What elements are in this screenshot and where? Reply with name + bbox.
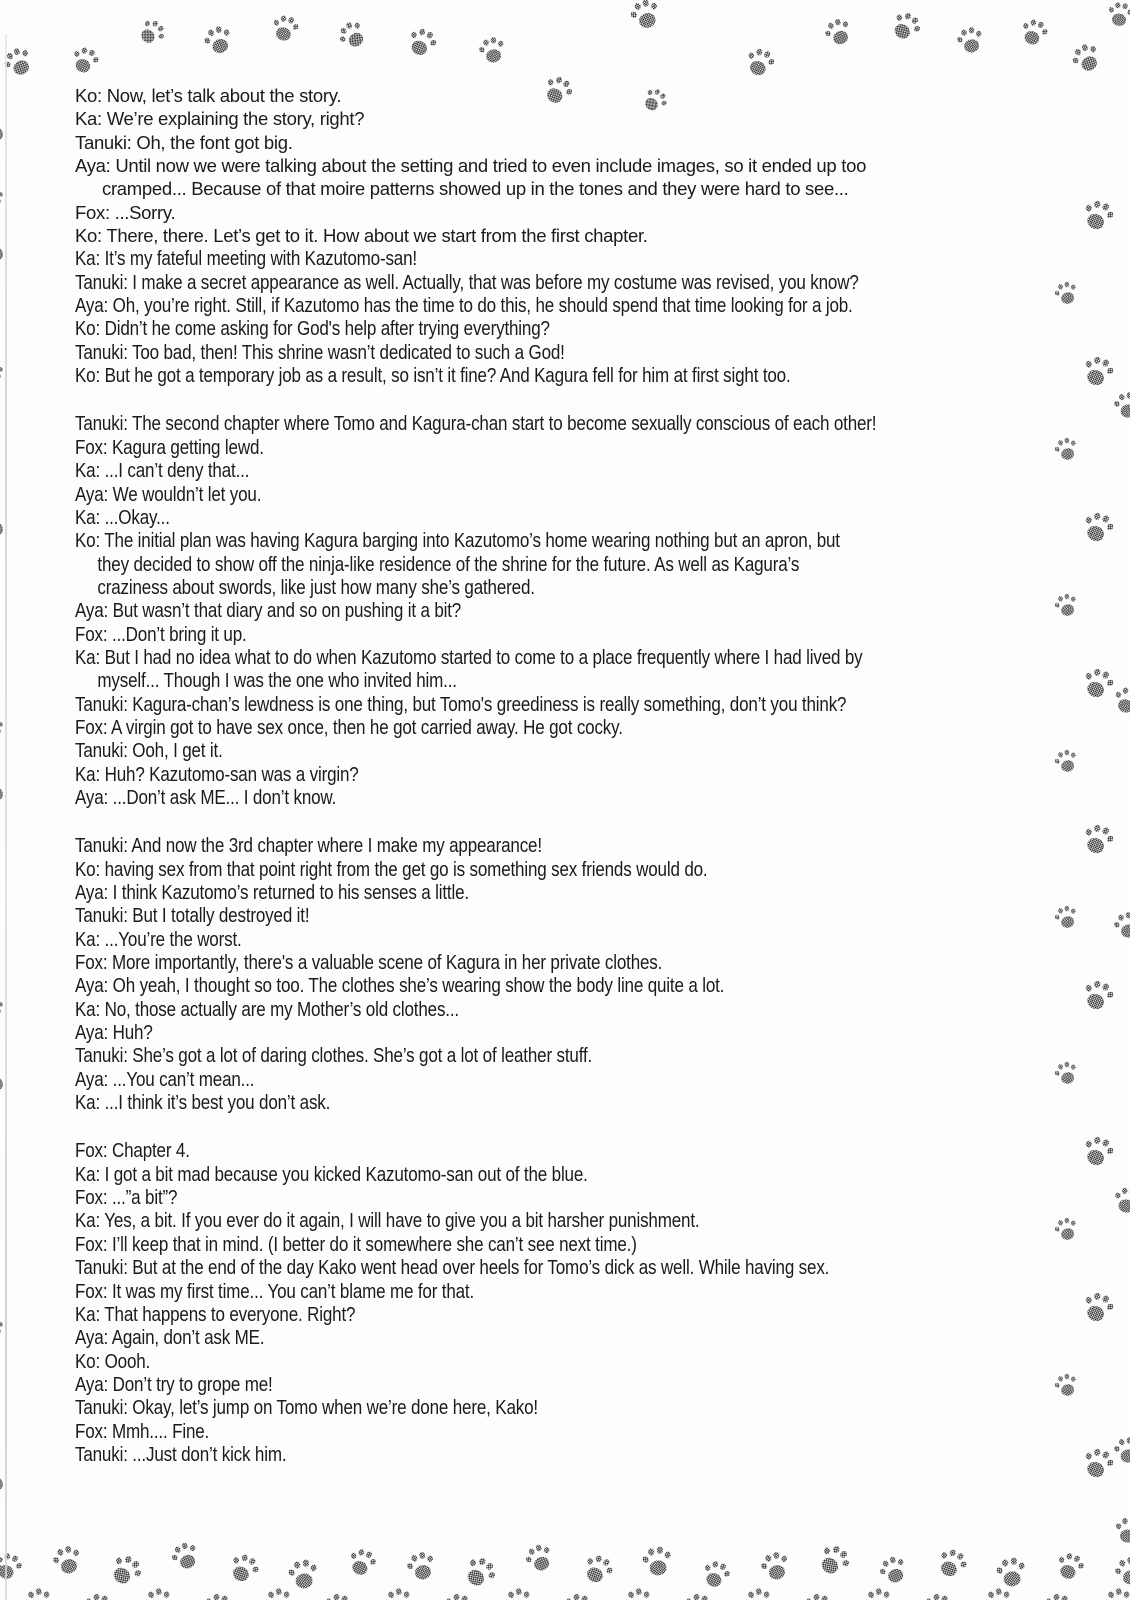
- dialogue-line: Fox: Mmh.... Fine.: [75, 1419, 210, 1443]
- dialogue-line: Aya: But wasn’t that diary and so on pushing it a bit?: [75, 599, 462, 623]
- paw-print-icon: [345, 1545, 380, 1579]
- dialogue-line: Ko: Didn’t he come asking for God's help after trying everything?: [75, 317, 550, 341]
- dialogue-line: Aya: Huh?: [75, 1021, 153, 1045]
- dialogue-line: Aya: I think Kazutomo’s returned to his senses a little.: [75, 881, 469, 904]
- dialogue-line: Aya: ...You can’t mean...: [75, 1067, 255, 1091]
- dialogue-paragraph: [75, 834, 1041, 1114]
- dialogue-line: Ka: Yes, a bit. If you ever do it again, I will have to give you a bit harsher punishment.: [75, 1209, 700, 1233]
- dialogue-line: Tanuki: I make a secret appearance as well. Actually, that was before my costume was revised, you know?: [75, 270, 859, 294]
- dialogue-line: Ko: having sex from that point right from the get go is something sex friends would do.: [75, 857, 708, 881]
- dialogue-line: Tanuki: Okay, let’s jump on Tomo when we’re done here, Kako!: [75, 1396, 538, 1420]
- paw-print-icon: [1079, 664, 1118, 701]
- paw-print-icon: [81, 1591, 116, 1600]
- paw-print-icon: [1052, 1215, 1081, 1243]
- paw-print-icon: [1105, 0, 1130, 28]
- dialogue-line: cramped... Because of that moire patterns showed up in the tones and they were hard to see...: [102, 178, 849, 200]
- paw-print-icon: [49, 1543, 85, 1578]
- dialogue-line: Fox: ...”a bit”?: [75, 1186, 178, 1210]
- paw-print-icon: [1112, 1435, 1130, 1465]
- dialogue-line: Fox: ...Sorry.: [75, 201, 176, 223]
- paw-print-icon: [0, 1549, 26, 1583]
- dialogue-line: Tanuki: But I totally destroyed it!: [75, 904, 310, 928]
- dialogue-line: Ka: But I had no idea what to do when Kazutomo started to come to a place frequently where I had lived by: [75, 645, 863, 669]
- dialogue-line: Aya: Until now we were talking about the setting and tried to even include images, so it ended up too: [75, 155, 867, 177]
- afterword-transcript: [75, 84, 1041, 1491]
- paw-print-icon: [321, 1591, 356, 1600]
- paw-print-icon: [1079, 352, 1118, 389]
- dialogue-line: Ko: Now, let’s talk about the story.: [75, 85, 342, 106]
- paw-print-icon: [1111, 1554, 1130, 1589]
- paw-print-icon: [1114, 1516, 1130, 1543]
- paw-print-icon: [640, 1545, 675, 1578]
- paw-print-icon: [626, 0, 664, 32]
- paw-print-icon: [200, 23, 236, 58]
- dialogue-line: Tanuki: Too bad, then! This shrine wasn’t dedicated to such a God!: [75, 340, 565, 364]
- paw-print-icon: [1067, 39, 1105, 76]
- dialogue-line: Fox: A virgin got to have sex once, then he got carried away. He got cocky.: [75, 715, 623, 739]
- dialogue-line: Aya: Oh, you’re right. Still, if Kazutomo has the time to do this, he should spend that time looking for a job.: [75, 294, 853, 318]
- paw-print-icon: [801, 1591, 836, 1600]
- dialogue-line: Ka: Huh? Kazutomo-san was a virgin?: [75, 762, 359, 786]
- dialogue-line: Fox: Kagura getting lewd.: [75, 435, 264, 459]
- paw-print-icon: [1052, 903, 1081, 931]
- dialogue-line: Tanuki: Kagura-chan’s lewdness is one thing, but Tomo's greediness is really something, don’t you think?: [75, 692, 847, 716]
- paw-print-icon: [933, 1544, 972, 1582]
- paw-print-icon: [135, 15, 170, 50]
- dialogue-line: Fox: It was my first time... You can’t blame me for that.: [75, 1279, 475, 1303]
- paw-print-icon: [921, 1591, 956, 1600]
- dialogue-line: Fox: ...Don’t bring it up.: [75, 622, 247, 646]
- dialogue-paragraph: [75, 412, 1041, 809]
- paw-print-icon: [740, 1585, 776, 1600]
- paw-print-icon: [699, 1557, 734, 1591]
- paw-print-icon: [1079, 976, 1118, 1013]
- dialogue-line: Aya: Don’t try to grope me!: [75, 1372, 273, 1396]
- dialogue-line: Ka: We’re explaining the story, right?: [75, 108, 365, 130]
- paw-print-icon: [1052, 279, 1081, 307]
- paw-print-icon: [260, 1585, 296, 1600]
- paw-print-icon: [380, 1585, 416, 1600]
- paw-print-icon: [1041, 1591, 1076, 1600]
- paw-print-icon: [579, 1550, 618, 1588]
- dialogue-line: Ka: ...You’re the worst.: [75, 927, 242, 951]
- paw-print-icon: [403, 1549, 439, 1584]
- paw-print-icon: [201, 1591, 236, 1600]
- paw-print-icon: [813, 1540, 855, 1581]
- paw-print-icon: [1079, 1288, 1118, 1325]
- paw-print-icon: [404, 24, 441, 60]
- paw-print-icon: [875, 1552, 911, 1587]
- paw-print-icon: [821, 15, 856, 49]
- paw-print-icon: [1079, 508, 1118, 545]
- dialogue-line: Ka: ...I can’t deny that...: [75, 459, 250, 483]
- dialogue-line: Tanuki: And now the 3rd chapter where I make my appearance!: [75, 834, 542, 858]
- dialogue-line: Aya: ...Don’t ask ME... I don’t know.: [75, 785, 337, 809]
- dialogue-line: Aya: We wouldn’t let you.: [75, 482, 262, 506]
- paw-print-icon: [1100, 1585, 1130, 1600]
- scan-edge-line: [5, 34, 7, 1600]
- paw-print-icon: [1052, 591, 1081, 619]
- paw-print-icon: [1111, 909, 1130, 940]
- paw-print-icon: [521, 1540, 557, 1575]
- dialogue-line: myself... Though I was the one who invited him...: [97, 669, 457, 693]
- paw-print-icon: [140, 1585, 176, 1600]
- paw-print-icon: [1053, 1549, 1088, 1583]
- dialogue-line: Tanuki: But at the end of the day Kako went head over heels for Tomo’s dick as well. While having sex.: [75, 1256, 830, 1280]
- paw-print-icon: [476, 34, 509, 65]
- dialogue-line: Tanuki: Oh, the font got big.: [75, 131, 293, 153]
- paw-print-icon: [1079, 820, 1118, 857]
- paw-print-icon: [980, 1585, 1016, 1600]
- paw-print-icon: [269, 12, 302, 43]
- dialogue-line: Ko: The initial plan was having Kagura barging into Kazutomo’s home wearing nothing but an apron, but: [75, 529, 840, 553]
- dialogue-line: Aya: Again, don’t ask ME.: [75, 1326, 265, 1350]
- dialogue-line: Aya: Oh yeah, I thought so too. The clothes she’s wearing show the body line quite a lot.: [75, 974, 725, 998]
- dialogue-line: Ka: ...I think it’s best you don’t ask.: [75, 1091, 331, 1115]
- dialogue-line: they decided to show off the ninja-like residence of the shrine for the future. As well as Kagura’s: [97, 552, 800, 576]
- paw-print-icon: [742, 45, 778, 80]
- paw-print-icon: [620, 1585, 656, 1600]
- dialogue-line: Tanuki: She’s got a lot of daring clothes. She’s got a lot of leather stuff.: [75, 1044, 593, 1068]
- dialogue-line: Ka: ...Okay...: [75, 505, 170, 529]
- dialogue-line: Ka: That happens to everyone. Right?: [75, 1302, 356, 1326]
- dialogue-line: Fox: I’ll keep that in mind. (I better do it somewhere she can’t see next time.): [75, 1232, 637, 1256]
- dialogue-line: Tanuki: Ooh, I get it.: [75, 739, 223, 763]
- dialogue-line: Tanuki: ...Just don’t kick him.: [75, 1442, 287, 1466]
- dialogue-paragraph: [75, 1139, 1041, 1466]
- paw-print-icon: [1052, 435, 1081, 463]
- paw-print-icon: [441, 1591, 476, 1600]
- paw-print-icon: [681, 1591, 716, 1600]
- dialogue-line: Ka: It’s my fateful meeting with Kazutomo-san!: [75, 247, 417, 271]
- paw-print-icon: [334, 17, 371, 54]
- paw-print-icon: [561, 1591, 596, 1600]
- paw-print-icon: [860, 1585, 896, 1600]
- paw-print-icon: [105, 1550, 147, 1591]
- paw-print-icon: [1079, 196, 1118, 233]
- paw-print-icon: [1111, 684, 1130, 715]
- paw-print-icon: [1112, 1185, 1130, 1215]
- paw-print-icon: [757, 1549, 793, 1584]
- paw-print-icon: [1052, 1371, 1081, 1399]
- paw-print-icon: [1079, 1132, 1118, 1169]
- dialogue-line: Ko: But he got a temporary job as a result, so isn’t it fine? And Kagura fell for him at first sight too.: [75, 364, 791, 388]
- dialogue-line: Ka: No, those actually are my Mother’s old clothes...: [75, 997, 460, 1021]
- paw-print-icon: [225, 1549, 264, 1587]
- dialogue-line: Ko: There, there. Let’s get to it. How about we start from the first chapter.: [75, 225, 648, 247]
- dialogue-line: Tanuki: The second chapter where Tomo and Kagura-chan start to become sexually conscious of each other!: [75, 412, 877, 436]
- dialogue-line: Fox: More importantly, there's a valuable scene of Kagura in her private clothes.: [75, 951, 663, 975]
- dialogue-line: craziness about swords, like just how many she’s gathered.: [97, 575, 535, 599]
- paw-print-icon: [459, 1552, 501, 1593]
- dialogue-line: Ka: I got a bit mad because you kicked Kazutomo-san out of the blue.: [75, 1162, 588, 1186]
- dialogue-paragraph: [75, 84, 1041, 387]
- dialogue-line: Fox: Chapter 4.: [75, 1139, 190, 1163]
- paw-print-icon: [954, 24, 987, 55]
- paw-print-icon: [1112, 390, 1130, 420]
- dialogue-line: Ko: Oooh.: [75, 1349, 151, 1373]
- paw-print-icon: [167, 1538, 203, 1573]
- paw-print-icon: [887, 7, 926, 45]
- paw-print-icon: [1017, 16, 1051, 49]
- paw-print-icon: [1052, 1059, 1081, 1087]
- paw-print-icon: [500, 1585, 536, 1600]
- paw-print-icon: [286, 1558, 321, 1591]
- paw-print-icon: [994, 1556, 1029, 1589]
- paw-print-icon: [1052, 747, 1081, 775]
- paw-print-icon: [20, 1585, 56, 1600]
- paw-print-icon: [68, 44, 102, 77]
- paw-print-icon: [1079, 1444, 1118, 1481]
